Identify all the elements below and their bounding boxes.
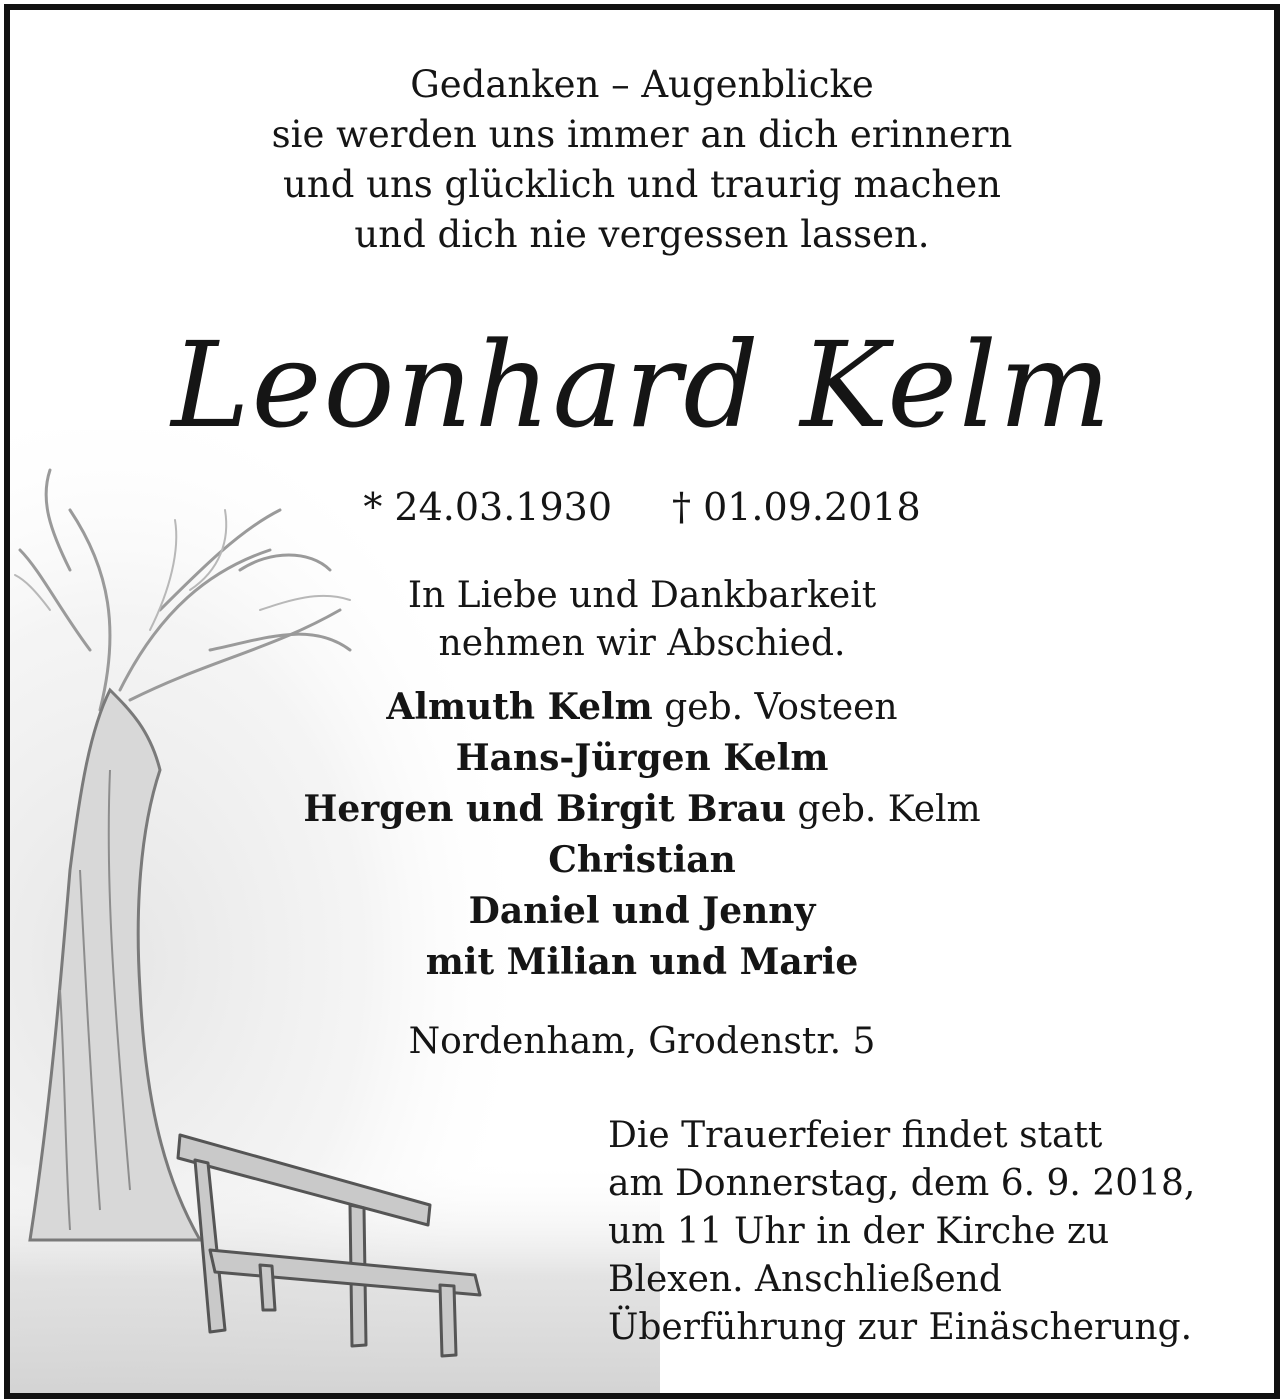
family-member-name: Christian (548, 839, 736, 881)
service-info (608, 1112, 1248, 1352)
death-date: † 01.09.2018 (672, 485, 921, 529)
poem-line: Gedanken – Augenblicke (410, 63, 874, 106)
life-dates (10, 482, 1274, 532)
family-member (10, 937, 1274, 988)
birth-date: * 24.03.1930 (363, 485, 612, 529)
family-member (10, 784, 1274, 835)
family-member-name: Hergen und Birgit Brau (303, 788, 787, 830)
poem (10, 60, 1274, 260)
family-member-suffix: geb. Kelm (786, 789, 981, 830)
family-member (10, 682, 1274, 733)
deceased-name: Leonhard Kelm (171, 316, 1113, 454)
service-line: am Donnerstag, dem 6. 9. 2018, (608, 1163, 1196, 1204)
family-list (10, 682, 1274, 988)
obituary-frame (4, 4, 1280, 1399)
family-member-name: mit Milian und Marie (425, 941, 859, 983)
family-member (10, 886, 1274, 937)
service-line: Die Trauerfeier findet statt (608, 1115, 1103, 1156)
service-line: Blexen. Anschließend (608, 1259, 1002, 1300)
poem-line: und uns glücklich und traurig machen (283, 163, 1001, 206)
farewell-line: In Liebe und Dankbarkeit (407, 575, 877, 616)
farewell-line: nehmen wir Abschied. (438, 623, 846, 664)
family-member-suffix: geb. Vosteen (652, 687, 898, 728)
family-member (10, 835, 1274, 886)
family-member-name: Daniel und Jenny (468, 890, 816, 932)
poem-line: sie werden uns immer an dich erinnern (271, 113, 1013, 156)
family-member-name: Almuth Kelm (386, 686, 653, 728)
farewell-text (10, 572, 1274, 668)
service-line: um 11 Uhr in der Kirche zu (608, 1211, 1110, 1252)
service-line: Überführung zur Einäscherung. (608, 1307, 1193, 1348)
family-member-name: Hans-Jürgen Kelm (455, 737, 829, 779)
address: Nordenham, Grodenstr. 5 (408, 1021, 876, 1062)
poem-line: und dich nie vergessen lassen. (354, 213, 930, 256)
family-member (10, 733, 1274, 784)
